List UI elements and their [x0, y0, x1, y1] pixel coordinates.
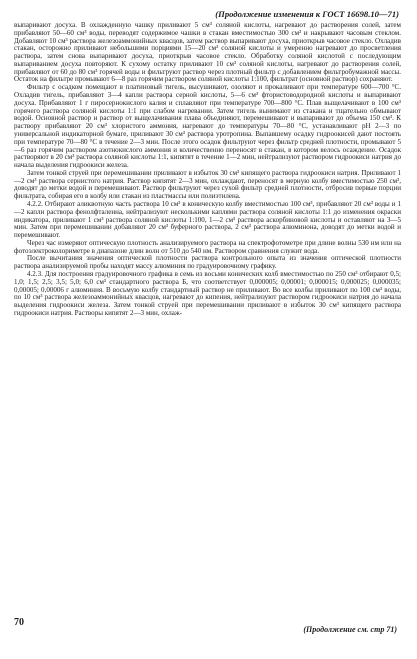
paragraph: Через час измеряют оптическую плотность анализируемого раствора на спектрофотометре при длине волны 530 нм или на фотоэлектроколориметре в диапазоне длин волн от 510 до 540 нм. Раствором сравнения служит вода.: [14, 238, 401, 255]
paragraph: 4.2.3. Для построения градуировочного графика в семь из восьми конических колб вместимостью по 250 см³ отбирают 0,5; 1,0; 1,5; 2,5; 3,5; 5,0; 6,0 см³ стандартного раствора Б, что соответствует 0,000005; 0,00001; 0,000015; 0,000025; 0,000035; 0,00005; 0,00006 г алюминия. В восьмую колбу стандартный раствор не приливают. Во все колбы приливают по 100 см³ воды, по 10 см³ раствора железоаммонийных квасцов, нагревают до кипения, нейтрализуют раствором гидроокиси натрия до начала выделения гидроокиси железа. Затем тонкой струей при перемешивании приливают в избыток 30 см³ кипящего раствора гидроокиси натрия. Растворы кипятят 2—3 мин, охлаж-: [14, 270, 401, 317]
body-text: [14, 22, 401, 318]
paragraph: 4.2.2. Отбирают аликвотную часть раствора 10 см³ в коническую колбу вместимостью 100 см³, прибавляют 20 см³ воды и 1—2 капли раствора фенолфталеина, нейтрализуют несколькими каплями раствора соляной кислоты 1:1 до изменения окраски индикатора, приливают 1 см³ раствора соляной кислоты 1:100, 1—2 см³ раствора аскорбиновой кислоты и оставляют на 3—5 мин. Затем при перемешивании добавляют 20 см³ буферного раствора, 2 см³ раствора алюминона, доводят до метки водой и перемешивают.: [14, 199, 401, 240]
paragraph: выпаривают досуха. В охлажденную чашку приливают 5 см³ соляной кислоты, нагревают до растворения солей, затем прибавляют 50—60 см³ воды, переводят содержимое чашки в стакан вместимостью 300 см³ и накрывают часовым стеклом. Добавляют 10 см³ раствора железоаммонийных квасцов, затем раствор выпаривают досуха, приоткрыв часовое стекло. Охладив стакан, осторожно приливают небольшими порциями 15—20 см³ соляной кислоты и умеренно нагревают до просветления раствора, затем снова выпаривают досуха, приоткрыв часовое стекло. Обработку соляной кислотой с последующим выпариванием досуха повторяют. К сухому остатку приливают 10 см³ соляной кислоты, нагревают до растворения солей, прибавляют от 60 до 80 см³ горячей воды и фильтруют раствор через плотный фильтр с добавлением фильтробумажной массы. Остаток на фильтре промывают 6—8 раз горячим раствором соляной кислоты 1:100, фильтрат (основной раствор) сохраняют.: [14, 21, 401, 84]
paragraph: После вычитания значения оптической плотности раствора контрольного опыта из значения оптической плотности раствора анализируемой пробы находят массу алюминия по градуировочному графику.: [14, 254, 401, 271]
paragraph: Фильтр с осадком помещают в платиновый тигель, высушивают, озоляют и прокаливают при температуре 600—700 °С. Охладив тигель, прибавляют 3—4 капли раствора серной кислоты, 5—6 см³ фтористоводородной кислоты и выпаривают досуха. Прибавляют 1 г пиросернокислого калия и сплавляют при температуре 700—800 °С. Плав выщелачивают в 100 см³ горячего раствора соляной кислоты 1:1 при слабом нагревании. Затем тигель вынимают из стакана и тщательно обмывают водой. Основной раствор и раствор от выщелачивания плава объединяют, перемешивают и выпаривают до объема 150 см³. К раствору прибавляют 20 см³ хлористого аммония, нагревают до температуры 70—80 °С, устанавливают рН 2—3 по универсальной индикаторной бумаге, приливают 30 см³ раствора уротропина. Выпавшему осадку гидроокисей дают постоять при температуре 70—80 °С в течение 2—3 мин. После этого осадок фильтруют через фильтр средней плотности, промывают 5—6 раз горячим раствором азотнокислого аммония и количественно переносят в стакан, в котором велось осаждение. Осадок растворяют в 20 см³ раствора соляной кислоты 1:1, кипятят в течение 1—2 мин, нейтрализуют раствором гидроокиси натрия до начала выделения гидроокиси железа.: [14, 83, 401, 170]
continuation-note: (Продолжение см. стр 71): [303, 625, 397, 634]
paragraph: Затем тонкой струей при перемешивании приливают в избыток 30 см³ кипящего раствора гидроокиси натрия. Приливают 1—2 см³ раствора сернистого натрия. Раствор кипятят 2—3 мин, охлаждают, переносят в мерную колбу вместимостью 250 см³, доводят до метки водой и перемешивают. Раствор фильтруют через сухой фильтр средней плотности, отбросив первые порции фильтрата, собирая его в колбу или стакан из пластмассы или полиэтилена.: [14, 168, 401, 201]
page-header: (Продолжение изменения к ГОСТ 16698.10—71): [215, 9, 399, 19]
page-number: 70: [14, 617, 24, 628]
